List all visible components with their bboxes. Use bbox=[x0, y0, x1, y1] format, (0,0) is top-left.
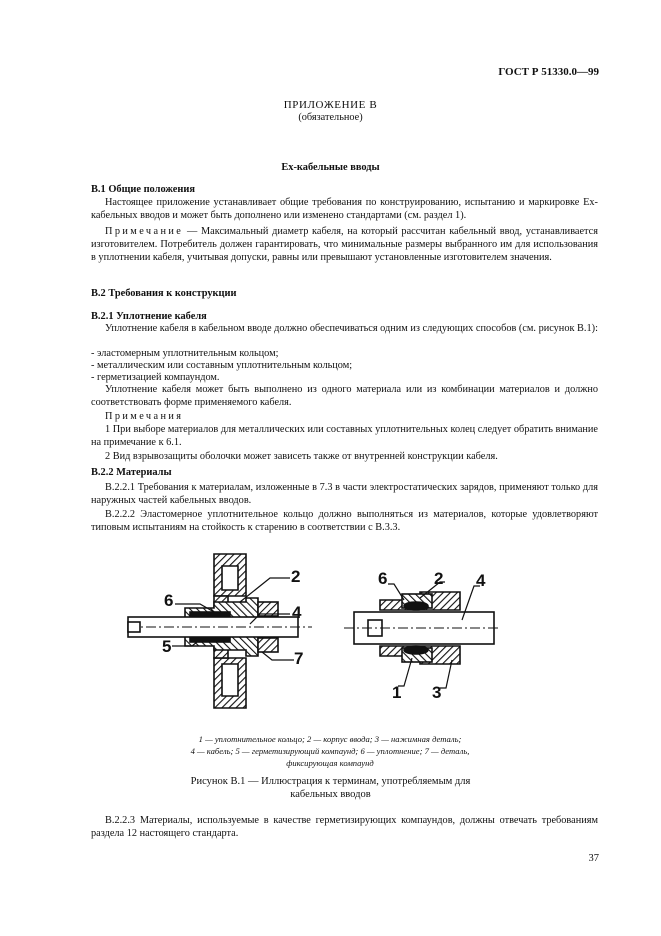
note-label: Примечание bbox=[105, 226, 184, 237]
right-label-1 bbox=[392, 683, 401, 702]
heading-b21: В.2.1 Уплотнение кабеля bbox=[91, 311, 207, 322]
heading-b2: В.2 Требования к конструкции bbox=[91, 288, 237, 299]
b21-note-2: 2 Вид взрывозащиты оболочки может зависеть также от внутренней конструкции кабеля. bbox=[105, 451, 498, 462]
appendix-status: (обязательное) bbox=[298, 112, 363, 123]
b222-paragraph: В.2.2.2 Эластомерное уплотнительное кольцо должно выполняться из материалов, которые удовлетворяют типовым испытаниям на стойкость к старению в соответствии с В.3.3. bbox=[91, 509, 598, 533]
svg-text:2: 2 bbox=[291, 567, 301, 586]
svg-text:4: 4 bbox=[292, 603, 302, 622]
left-label-6 bbox=[164, 591, 173, 610]
left-label-4 bbox=[292, 603, 302, 622]
section-title: Ех-кабельные вводы bbox=[281, 162, 380, 173]
b21-item-1: - эластомерным уплотнительным кольцом; bbox=[91, 348, 279, 359]
svg-text:2: 2 bbox=[434, 569, 444, 588]
heading-b1: В.1 Общие положения bbox=[91, 184, 195, 195]
svg-text:3: 3 bbox=[432, 683, 442, 702]
heading-b22: В.2.2 Материалы bbox=[91, 467, 172, 478]
b1-paragraph: Настоящее приложение устанавливает общие требования по конструированию, испытанию и маркировке Ех-кабельных вводов и может быть дополнено или изменено стандартами (см. раздел 1). bbox=[91, 197, 598, 221]
svg-text:4: 4 bbox=[476, 571, 486, 590]
b223-paragraph: В.2.2.3 Материалы, используемые в качестве герметизирующих компаундов, должны отвечать требованиям раздела 12 настоящего стандарта. bbox=[91, 815, 598, 839]
svg-text:1: 1 bbox=[392, 683, 402, 702]
page-number: 37 bbox=[588, 853, 599, 864]
note-text: — Максимальный диаметр кабеля, на который рассчитан кабельный ввод, устанавливается изготовителем. Потребитель должен гарантировать, что минимальные размеры выбранного им для использования в уплотнении кабеля, учитывая допуски, равны или превышают установленные изготовителем значения. bbox=[91, 226, 598, 263]
figure-legend-line-1: 1 — уплотнительное кольцо; 2 — корпус ввода; 3 — нажимная деталь; bbox=[198, 734, 462, 744]
left-label-2 bbox=[291, 567, 300, 586]
left-label-5 bbox=[162, 637, 171, 656]
figure-caption-line-1: Рисунок В.1 — Иллюстрация к терминам, употребляемым для bbox=[190, 776, 471, 787]
figure-caption-line-2: кабельных вводов bbox=[290, 789, 371, 800]
b221-paragraph: В.2.2.1 Требования к материалам, изложенные в 7.3 в части электростатических зарядов, применяют только для наружных частей кабельных вводов. bbox=[91, 482, 598, 506]
appendix-title: ПРИЛОЖЕНИЕ В bbox=[283, 99, 378, 111]
svg-text:5: 5 bbox=[162, 637, 172, 656]
svg-text:6: 6 bbox=[164, 591, 174, 610]
left-label-7 bbox=[294, 649, 303, 668]
b1-note bbox=[91, 225, 598, 264]
right-label-6 bbox=[378, 569, 387, 588]
b21-paragraph-2: Уплотнение кабеля может быть выполнено из одного материала или из комбинации материалов и должно соответствовать форме применяемого кабеля. bbox=[91, 384, 598, 408]
figure-legend-line-3: фиксирующая компаунд bbox=[286, 758, 374, 768]
b21-notes-label: Примечания bbox=[105, 411, 184, 422]
b21-item-2: - металлическим или составным уплотнительным кольцом; bbox=[91, 360, 353, 371]
standard-header: ГОСТ Р 51330.0—99 bbox=[498, 66, 599, 78]
b21-paragraph: Уплотнение кабеля в кабельном вводе должно обеспечиваться одним из следующих способов (см. рисунок В.1): bbox=[105, 323, 598, 334]
left-cable-gland bbox=[128, 554, 312, 708]
b21-item-3: - герметизацией компаундом. bbox=[91, 372, 220, 383]
right-label-2 bbox=[434, 569, 443, 588]
b21-note-1: 1 При выборе материалов для металлических или составных уплотнительных колец следует обратить внимание на примечание к 6.1. bbox=[91, 424, 598, 448]
figure-b1-drawing bbox=[0, 540, 661, 730]
right-cable-gland bbox=[344, 592, 500, 664]
svg-text:6: 6 bbox=[378, 569, 388, 588]
right-label-4 bbox=[476, 571, 486, 590]
svg-text:7: 7 bbox=[294, 649, 304, 668]
right-label-3 bbox=[432, 683, 441, 702]
figure-legend-line-2: 4 — кабель; 5 — герметизирующий компаунд; 6 — уплотнение; 7 — деталь, bbox=[190, 746, 470, 756]
